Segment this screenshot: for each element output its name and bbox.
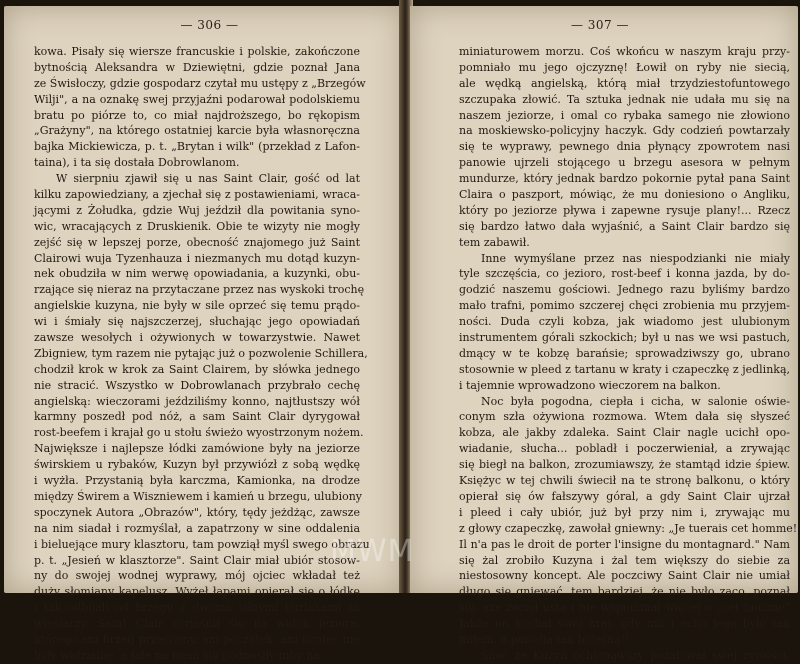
text-line: który po jeziorze pływa i zapewne rysuje plany!... Rzecz (459, 203, 790, 217)
text-line: Noc była pogodna, ciepła i cicha, w salonie oświe- (481, 394, 790, 408)
text-line: Księżyc w tej chwili świecił na te stronę balkonu, o który (459, 474, 790, 488)
text-line: na moskiewsko-policyjny haczyk. Gdy codzień powtarzały (459, 124, 790, 138)
text-line: były widzialne, a fale na niem się podnosiły niby na (34, 648, 320, 662)
text-line: i tak odbijali od brzegu z dwoma silnymi burłakami za (34, 601, 360, 615)
text-line: zejść się w lepszej porze, obecność znajomego już Saint (34, 235, 360, 249)
text-line: którego ani brzeg przeciwny, ani początek, ani koniec nie (34, 632, 360, 646)
text-line: Il n'a pas le droit de porter l'insigne du montagnard." Nam (459, 537, 790, 551)
text-line: tem zabawił. (459, 235, 530, 249)
text-line: „Grażyny", na którego ostatniej karcie była własnoręczna (34, 124, 360, 138)
text-line: i wyżła. Przystanią była karczma, Kamionka, na drodze (34, 474, 360, 488)
text-line: na nim siadał i rozmyślał, a zapatrzony w sine oddalenia (34, 521, 360, 535)
text-line: dmący w te kobzę barańsie; sprowadziwszy go, ubrano (459, 346, 790, 360)
text-line: się te wyprawy, pewnego dnia płynący zpowrotem nasi (459, 140, 790, 154)
text-line: tyle szczęścia, co jezioro, rost-beef i konna jazda, by do- (459, 267, 790, 281)
text-line: niestosowny koncept. Ale poczciwy Saint Clair nie umiał (459, 569, 790, 583)
text-line: się żal zrobiło Kuzyna i żal tem większy do siebie za (459, 553, 790, 567)
text-line: bajka Mickiewicza, p. t. „Brytan i wilk" (przekład z Lafon- (34, 140, 360, 154)
text-line: bratu po piórze to, co miał najdroższego, bo rękopism (34, 108, 360, 122)
text-line: długo się gniewać, tem bardziej, że nie było zaco, poznał (459, 585, 790, 599)
text-line: mundurze, który jednak bardzo pokornie pytał pana Saint (459, 172, 790, 186)
text-line: kilku zapowiedziany, a zjechał się z postawieniami, wraca- (34, 188, 360, 202)
text-line: wiadanie, słucha... pobladł i poczerwieniał, a zrywając (459, 442, 790, 456)
left-page (4, 6, 403, 662)
text-line: miłem, a parodja tak bolesną!! (459, 632, 630, 646)
text-line: i tajemnie wprowadzono wieczorem na balkon. (459, 378, 721, 392)
text-line: nek obudziła w nim werwę opowiadania, a kuzynki, obu- (34, 267, 360, 281)
text-line: ny do swojej wodnej wyprawy, mój ojciec wkładał też (34, 569, 360, 583)
text-line: naszem jeziorze, i omal co rybaka samego nie złowiono (459, 108, 790, 122)
watermark-logo: MWM (330, 534, 415, 569)
text-line: się bardzo łatwo dała wyjaśnić, a Saint Clair bardzo się (459, 219, 790, 233)
text-line: Największe i najlepsze łódki zamówione były na jeziorze (34, 442, 360, 456)
text-line: bytnością Aleksandra w Dziewiętni, gdzie poznał Jana (34, 60, 360, 74)
text-line: i pleed i cały ubiór, już był przy nim i, zrywając mu (459, 505, 790, 519)
text-line: Jakże on kochał swój kraj, gdy mu i echo jego było tak (459, 617, 790, 631)
text-line: instrumentem górali szkockich; był u nas we wsi pastuch, (459, 331, 790, 345)
text-line: conym szła ożywiona rozmowa. Wtem dała się słyszeć (459, 410, 790, 424)
text-line: karmny poszedł pod nóż, a sam Saint Clair dyrygował (34, 410, 360, 424)
text-line: mało trafni, pomimo szczerej chęci zrobienia mu przyjem- (459, 299, 790, 313)
text-line: pomniało mu jego ojczyznę! Łowił on ryby nie siecią, (459, 60, 790, 74)
text-line: Inne wymyślane przez nas niespodzianki nie miały (481, 251, 790, 265)
text-line: się biegł na balkon, zrozumiawszy, że stamtąd idzie śpiew. (459, 458, 790, 472)
text-line: kowa. Pisały się wiersze francuskie i polskie, zakończone (34, 45, 360, 58)
left-page-number: — 306 — (180, 18, 239, 32)
text-line: wi i śmiały się najszczerzej, słuchając jego opowiadań (34, 315, 360, 329)
text-line: ności. Duda czyli kobza, jak wiadomo jest ulubionym (459, 315, 790, 329)
left-page-text (34, 44, 370, 664)
text-line: ze Świsłoczy, gdzie gospodarz czytał mu ustępy z „Brzegów (34, 76, 366, 90)
text-line: W sierpniu zjawił się u nas Saint Clair, gość od lat (56, 172, 360, 186)
text-line: taina), i ta się dostała Dobrowlanom. (34, 156, 240, 170)
text-line: świrskiem u rybaków, Kuzyn był przywiózł z sobą wędkę (34, 458, 360, 472)
text-line: rost-beefem i krajał go u stołu świeżo wyostrzonym nożem. (34, 426, 364, 440)
text-line: Claira o paszport, mówiąc, że mu doniesiono o Angliku, (459, 188, 790, 202)
text-line: Clairowi wuja Tyzenhauza i niezmanych mu dotąd kuzyn- (34, 251, 360, 265)
text-line: angielskie kuzyna, nie były w sile oprzeć się temu prądo- (34, 299, 360, 313)
text-line: się, aże zacięł usta i nie wspominał więcej o „cet homme" (459, 601, 790, 615)
text-line: p. t. „Jesień w klasztorze". Saint Clair miał ubiór stosow- (34, 553, 360, 567)
text-line: szczupaka złowić. Ta sztuka jednak nie udała mu się na (459, 92, 790, 106)
text-line: wioślarzy. Saint Clair rozjaśnił się na widok jeziora, (34, 617, 360, 631)
text-line: Snać że Kuzyn ochłonąwszy pożałował swej żywości, (481, 648, 790, 662)
text-line: między Świrem a Wiszniewem i kamień u brzegu, ulubiony (34, 489, 363, 503)
text-line: i bieluejące mury klasztoru, tam powziął myśl swego obrazu (34, 537, 370, 551)
text-line: stosownie w pleed z tartanu w kraty i czapeczkę z jedlinką, (459, 362, 790, 376)
text-line: rzające się nieraz na przytaczane przez nas wyskoki trochę (34, 283, 365, 297)
text-line: jącymi z Żołudka, gdzie Wuj jeździł dla powitania syno- (34, 203, 360, 217)
text-line: kobza, ale jakby zdaleka. Saint Clair nagle ucichł opo- (459, 426, 790, 440)
text-line: Wilji", a na oznakę swej przyjaźni podarował podolskiemu (34, 92, 360, 106)
text-line: opierał się ów fałszywy góral, a gdy Saint Clair ujrzał (459, 489, 790, 503)
text-line: zawsze wesołych i ożywionych w towarzystwie. Nawet (34, 331, 360, 345)
right-page-text (459, 44, 798, 664)
text-line: spoczynek Autora „Obrazów", który, tędy jeżdżąc, zawsze (34, 505, 360, 519)
text-line: duży słomiany kapelusz. Wyżeł łapami opierał się o łódkę (34, 585, 360, 599)
text-line: z głowy czapeczkę, zawołał gniewny: „Je tuerais cet homme! (459, 521, 798, 535)
text-line: chodził krok w krok za Saint Clairem, by słówka jednego (34, 362, 360, 376)
text-line: angielską: wieczorami jeździliśmy konno, najtłustszy wół (34, 394, 360, 408)
right-page (410, 6, 798, 662)
text-line: miniaturowem morzu. Coś wkońcu w naszym kraju przy- (459, 45, 790, 58)
text-line: wic, wracających z Druskienik. Obie te wizyty nie mogły (34, 219, 360, 233)
text-line: panowie ujrzeli stojącego u brzegu asesora w pełnym (459, 156, 790, 170)
text-line: Zbigniew, tym razem nie pytając już o pozwolenie Schillera, (34, 346, 368, 360)
text-line: nie stracić. Wszystko w Dobrowlanach przybrało cechę (34, 378, 360, 392)
text-line: godzić naszemu gościowi. Jednego razu byliśmy bardzo (459, 283, 790, 297)
text-line: ale wędką angielską, którą miał trzydziestofuntowego (459, 76, 790, 90)
right-page-number: — 307 — (570, 18, 630, 32)
